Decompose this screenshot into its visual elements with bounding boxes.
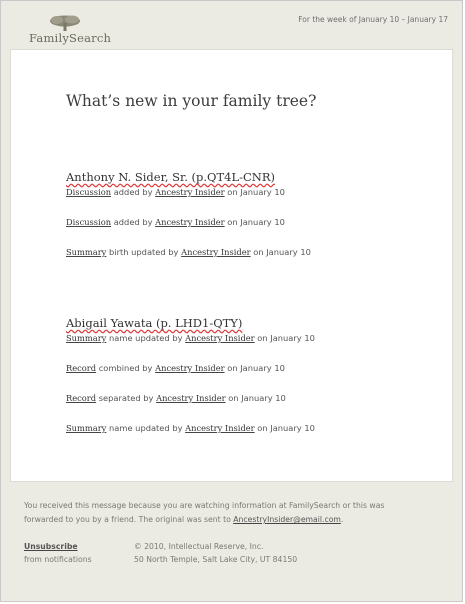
recipient-email-link[interactable]: AncestryInsider@email.com xyxy=(233,515,341,524)
footer-note-line-1: You received this message because you are watching information at FamilySearch or this was xyxy=(24,501,385,510)
footer-note-text: forwarded to you by a friend. The original was sent to xyxy=(24,515,231,524)
header xyxy=(1,1,462,49)
event-date: on January 10 xyxy=(227,217,285,227)
event-date: on January 10 xyxy=(227,363,285,373)
event-date: on January 10 xyxy=(253,247,311,257)
event-action: added by xyxy=(113,187,153,197)
event-link[interactable]: Record xyxy=(66,393,97,403)
contributor-link[interactable]: Ancestry Insider xyxy=(156,393,226,403)
contributor-link[interactable]: Ancestry Insider xyxy=(181,247,251,257)
event-row xyxy=(66,363,285,373)
person-heading[interactable] xyxy=(66,170,275,184)
contributor-link[interactable]: Ancestry Insider xyxy=(155,217,225,227)
week-range: For the week of January 10 – January 17 xyxy=(298,15,448,24)
event-action: separated by xyxy=(98,393,154,403)
page-title: What’s new in your family tree? xyxy=(66,92,317,110)
event-action: combined by xyxy=(98,363,153,373)
familysearch-logo[interactable] xyxy=(29,15,119,45)
tree-logo-icon xyxy=(48,15,82,31)
unsubscribe-block xyxy=(24,540,92,566)
event-link[interactable]: Summary xyxy=(66,333,107,343)
event-row xyxy=(66,393,286,403)
event-action: birth updated by xyxy=(109,247,179,257)
event-row xyxy=(66,217,285,227)
logo-wordmark: FamilySearch xyxy=(29,31,112,45)
contributor-link[interactable]: Ancestry Insider xyxy=(155,363,225,373)
person-name[interactable]: Anthony N. Sider, Sr. (p.QT4L-CNR) xyxy=(66,170,275,184)
person-name[interactable]: Abigail Yawata (p. LHD1-QTY) xyxy=(66,316,243,330)
footer-note-period: . xyxy=(340,515,344,524)
event-row xyxy=(66,187,285,197)
event-date: on January 10 xyxy=(228,393,286,403)
unsubscribe-link[interactable]: Unsubscribe xyxy=(24,542,78,551)
event-link[interactable]: Summary xyxy=(66,247,107,257)
footer-note xyxy=(24,499,429,527)
contributor-link[interactable]: Ancestry Insider xyxy=(155,187,225,197)
copyright-text: © 2010, Intellectual Reserve, Inc. xyxy=(134,542,264,551)
event-row xyxy=(66,423,315,433)
contributor-link[interactable]: Ancestry Insider xyxy=(185,423,255,433)
event-action: name updated by xyxy=(109,333,183,343)
event-link[interactable]: Discussion xyxy=(66,217,112,227)
postal-address: 50 North Temple, Salt Lake City, UT 84150 xyxy=(134,555,298,564)
copyright-block xyxy=(134,540,297,566)
event-link[interactable]: Summary xyxy=(66,423,107,433)
event-link[interactable]: Record xyxy=(66,363,97,373)
event-date: on January 10 xyxy=(227,187,285,197)
event-date: on January 10 xyxy=(257,333,315,343)
main-card xyxy=(10,49,453,482)
event-action: name updated by xyxy=(109,423,183,433)
event-link[interactable]: Discussion xyxy=(66,187,112,197)
event-row xyxy=(66,333,315,343)
event-row xyxy=(66,247,311,257)
event-date: on January 10 xyxy=(257,423,315,433)
footer-note-line-2 xyxy=(24,513,429,527)
person-heading[interactable] xyxy=(66,316,242,330)
contributor-link[interactable]: Ancestry Insider xyxy=(185,333,255,343)
unsubscribe-subtext: from notifications xyxy=(24,555,92,564)
event-action: added by xyxy=(113,217,153,227)
